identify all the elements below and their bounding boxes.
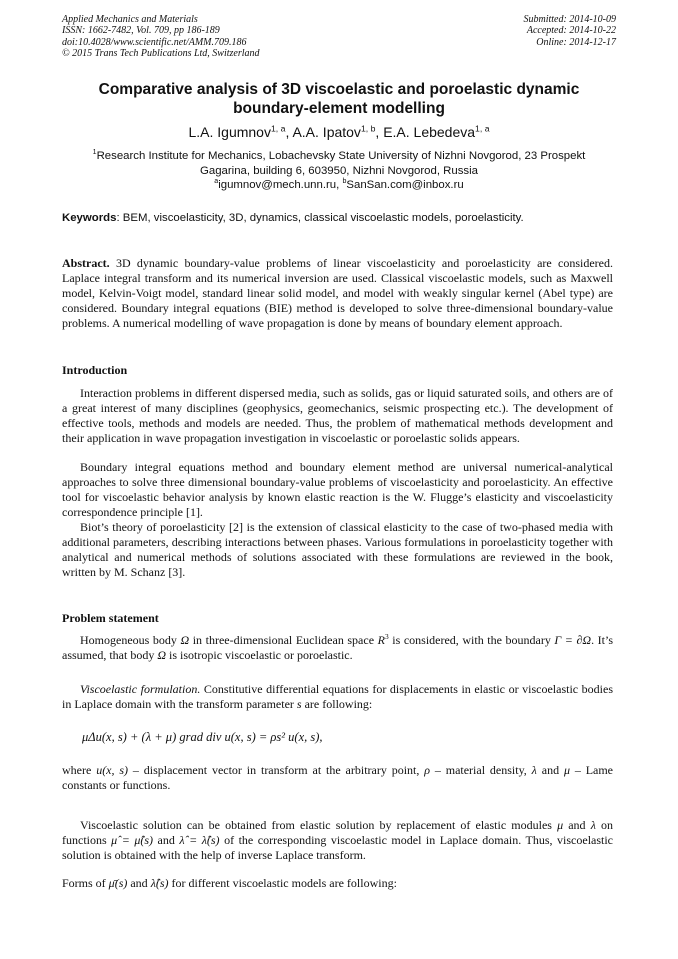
text-run: Constitutive differential equations for displacements in elastic or viscoelastic bodies in Laplace domain with the transform parameter xyxy=(62,682,614,711)
affil-line-1: Research Institute for Mechanics, Lobachevsky State University of Nizhni Novgorod, 23 Prospekt xyxy=(96,150,586,162)
text-run: of the corresponding viscoelastic model in Laplace domain. Thus, viscoelastic solution is obtained with the help of inverse Laplace transform. xyxy=(62,832,614,862)
author-affil-mark: 1, b xyxy=(360,123,376,134)
lambda-symbol: λ xyxy=(531,763,537,777)
emails xyxy=(62,178,616,193)
problem-heading: Problem statement xyxy=(62,611,159,625)
affiliation xyxy=(62,149,616,193)
keywords-label: Keywords xyxy=(62,212,117,224)
text-run: where xyxy=(62,763,97,777)
text-run: are following: xyxy=(301,696,373,711)
mu-bar-expression: μ̄(s) xyxy=(108,876,128,890)
text-run: and xyxy=(563,818,591,832)
affil-line-2: Gagarina, building 6, 603950, Nizhni Novgorod, Russia xyxy=(200,164,478,177)
text-run: – material density, xyxy=(430,763,532,777)
submitted-date: Submitted: 2014-10-09 xyxy=(523,14,616,25)
affil-mark: 1 xyxy=(92,149,97,157)
issn-line: ISSN: 1662-7482, Vol. 709, pp 186-189 xyxy=(62,25,220,37)
abstract-label: Abstract. xyxy=(62,256,110,270)
omega-symbol: Ω xyxy=(180,633,190,647)
submission-dates xyxy=(524,14,617,48)
lambda-hat-expression: λ̂ = λ̂(s) xyxy=(179,832,220,847)
text-run: on functions xyxy=(62,818,614,847)
dimension-sup: 3 xyxy=(384,632,389,641)
author-affil-mark: 1, a xyxy=(475,123,490,134)
text-run: and xyxy=(536,763,564,777)
intro-paragraph-1: Interaction problems in different dispersed media, such as solids, gas or liquid saturated soils, and others are of a great interest of many disciplines (geophysics, geomechanics, seismic prospecting etc.). The development of effective tools, methods and models are needed. Thus, the problem of mathematical methods development and their application in wave propagation investigation in viscoelastic or poroelastic solids appears. xyxy=(62,386,613,445)
intro-paragraph-2: Boundary integral equations method and boundary element method are universal numerical-analytical approaches to solve three dimensional boundary-value problems of viscoelasticity and poroelasticity. An effective tool for viscoelastic behavior analysis by known elastic reaction is the W. Flugge’s elasticity and viscoelasticity correspondence principle [1]. xyxy=(62,460,613,519)
copyright-line: © 2015 Trans Tech Publications Ltd, Switzerland xyxy=(62,48,260,60)
email-mark-a: a xyxy=(214,178,219,186)
email-a[interactable]: igumnov@mech.unn.ru, xyxy=(218,179,343,191)
problem-paragraph-2 xyxy=(62,682,613,712)
journal-info xyxy=(62,14,260,60)
problem-paragraph-1 xyxy=(62,633,613,663)
paper-title xyxy=(62,80,616,118)
omega-symbol: Ω xyxy=(157,647,167,662)
text-run: Viscoelastic solution can be obtained from elastic solution by replacement of elastic modules xyxy=(80,818,558,832)
viscoelastic-formulation-label: Viscoelastic formulation. xyxy=(80,682,201,696)
doi-line: doi:10.4028/www.scientific.net/AMM.709.186 xyxy=(62,36,247,48)
email-mark-b: b xyxy=(342,178,347,186)
problem-paragraph-4 xyxy=(62,818,613,863)
author-name: A.A. Ipatov xyxy=(292,124,361,140)
introduction-heading: Introduction xyxy=(62,363,128,377)
title-line-2: boundary-element modelling xyxy=(233,100,445,117)
problem-paragraph-3 xyxy=(62,763,613,793)
intro-paragraph-3: Biot’s theory of poroelasticity [2] is the extension of classical elasticity to the case of two-phased media with additional parameters, describing interactions between phases. Various formulations in poroelasticity together with analytical and numerical methods of solutions associated with these formulations are reviewed in the book, written by M. Schanz [3]. xyxy=(62,520,613,579)
text-run: . It’s assumed, that body xyxy=(62,633,613,662)
online-date: Online: 2014-12-17 xyxy=(536,36,616,48)
lambda-symbol: λ xyxy=(590,818,596,832)
rho-symbol: ρ xyxy=(424,763,431,777)
abstract-text: 3D dynamic boundary-value problems of linear viscoelasticity and poroelasticity are considered. Laplace integral transform and its numerical inversion are used. Classical viscoelastic models, such as Maxwell model, Kelvin-Voigt model, standard linear solid model, and model with weakly singular kernel (Abel type) are considered. Boundary integral equations (BIE) method is developed to solve three-dimensional boundary-value problems. A numerical modelling of wave propagation is done by means of boundary element approach. xyxy=(62,256,613,330)
text-run: – displacement vector in transform at the arbitrary point, xyxy=(128,763,425,777)
problem-paragraph-5 xyxy=(62,876,613,891)
text-run: for different viscoelastic models are following: xyxy=(168,876,397,890)
text-run: is isotropic viscoelastic or poroelastic. xyxy=(166,647,353,662)
boundary-expression: Γ = ∂Ω xyxy=(554,633,592,647)
journal-name: Applied Mechanics and Materials xyxy=(62,14,198,25)
keywords xyxy=(62,212,524,224)
author-name: E.A. Lebedeva xyxy=(383,124,476,140)
space-symbol: R xyxy=(377,633,385,647)
mu-symbol: μ xyxy=(557,818,564,832)
mu-hat-expression: μ̂ = μ̂(s) xyxy=(111,832,154,847)
lambda-hat-expression: λ̂(s) xyxy=(150,876,169,890)
text-run: and xyxy=(127,876,151,890)
text-run: in three-dimensional Euclidean space xyxy=(189,633,378,647)
keywords-text: : BEM, viscoelasticity, 3D, dynamics, classical viscoelastic models, poroelasticity. xyxy=(116,212,524,224)
email-b[interactable]: SanSan.com@inbox.ru xyxy=(346,179,464,191)
displacement-expression: u(x, s) xyxy=(96,763,129,777)
transform-parameter: s xyxy=(296,696,302,711)
text-run: is considered, with the boundary xyxy=(388,633,555,647)
abstract xyxy=(62,256,613,331)
text-run: Homogeneous body xyxy=(80,633,181,647)
author-list: L.A. Igumnov$^{1, a}$, A.A. Ipatov$^{1, b}$, E.A. Lebedeva$^{1, a}$ xyxy=(188,123,490,140)
text-run: – Lame constants or functions. xyxy=(62,763,614,792)
author-name: L.A. Igumnov xyxy=(188,124,271,140)
text-run: and xyxy=(153,832,180,847)
author-affil-mark: 1, a xyxy=(270,123,286,134)
title-line-1: Comparative analysis of 3D viscoelastic and poroelastic dynamic xyxy=(98,81,580,98)
mu-symbol: μ xyxy=(563,763,570,777)
governing-equation: μΔu(x, s) + (λ + μ) grad div u(x, s) = ρs² u(x, s), xyxy=(82,730,323,744)
text-run: Forms of xyxy=(62,876,109,890)
accepted-date: Accepted: 2014-10-22 xyxy=(526,25,616,37)
